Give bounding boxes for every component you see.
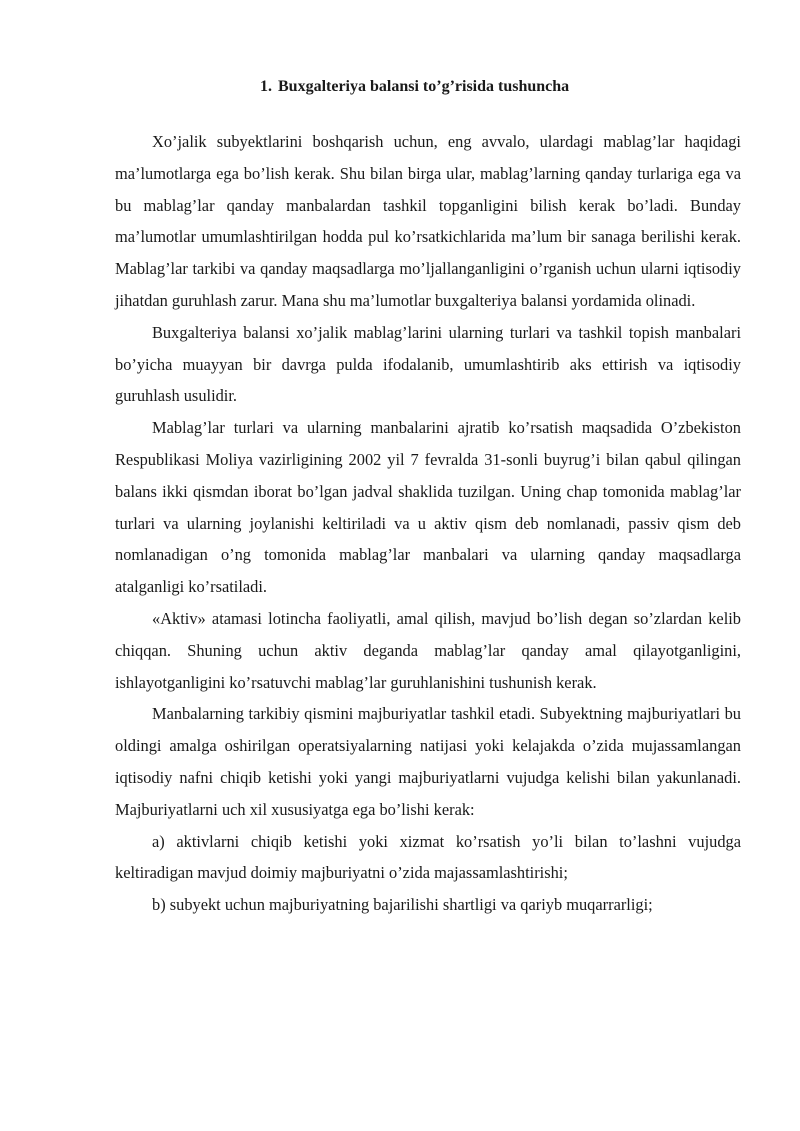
paragraph-1: Xo’jalik subyektlarini boshqarish uchun, eng avvalo, ulardagi mablag’lar haqidagi ma’lumotlarga ega bo’lish kerak. Shu bilan birga ular, mablag’larning qanday turlariga ega va bu mablag’lar qanday manbalardan tashkil topganligini bilish kerak bo’ladi. Bunday ma’lumotlar umumlashtirilgan hodda pul ko’rsatkichlarida ma’lum bir sanaga berilishi kerak. Mablag’lar tarkibi va qanday maqsadlarga mo’ljallanganligini o’rganish uchun ularni iqtisodiy jihatdan guruhlash zarur. Mana shu ma’lumotlar buxgalteriya balansi yordamida olinadi. <box>115 132 741 310</box>
list-item-a: a) aktivlarni chiqib ketishi yoki xizmat ko’rsatish yo’li bilan to’lashni vujudga keltiradigan mavjud doimiy majburiyatni o’zida majassamlashtirishi; <box>115 831 741 883</box>
document-page <box>115 76 741 921</box>
section-heading <box>115 76 741 98</box>
paragraph-2: Buxgalteriya balansi xo’jalik mablag’larini ularning turlari va tashkil topish manbalari bo’yicha muayyan bir davrga pulda ifodalanib, umumlashtirib aks ettirish va iqtisodiy guruhlash usulidir. <box>115 322 741 406</box>
list-item-b: b) subyekt uchun majburiyatning bajarilishi shartligi va qariyb muqarrarligi; <box>152 895 653 915</box>
section-title: Buxgalteriya balansi to’g’risida tushuncha <box>278 78 570 95</box>
paragraph-3: Mablag’lar turlari va ularning manbalarini ajratib ko’rsatish maqsadida O’zbekiston Respublikasi Moliya vazirligining 2002 yil 7 fevralda 31-sonli buyrug’i bilan qabul qilingan balans ikki qismdan iborat bo’lgan jadval shaklida tuzilgan. Uning chap tomonida mablag’lar turlari va ularning joylanishi keltiriladi va u aktiv qism deb nomlanadi, passiv qism deb nomlanadigan o’ng tomonida mablag’lar manbalari va ularning qanday maqsadlarga atalganligi ko’rsatiladi. <box>115 418 741 597</box>
section-number: 1. <box>260 78 272 95</box>
paragraph-5: Manbalarning tarkibiy qismini majburiyatlar tashkil etadi. Subyektning majburiyatlari bu oldingi amalga oshirilgan operatsiyalarning natijasi yoki kelajakda o’zida mujassamlangan iqtisodiy nafni chiqib ketishi yoki yangi majburiyatlarni vujudga kelishi bilan yakunlanadi. Majburiyatlarni uch xil xususiyatga ega bo’lishi kerak: <box>115 704 741 819</box>
paragraph-4: «Aktiv» atamasi lotincha faoliyatli, amal qilish, mavjud bo’lish degan so’zlardan kelib chiqqan. Shuning uchun aktiv deganda mablag’lar qanday amal qilayotganligini, ishlayotganligini ko’rsatuvchi mablag’lar guruhlanishini tushunish kerak. <box>115 608 741 692</box>
